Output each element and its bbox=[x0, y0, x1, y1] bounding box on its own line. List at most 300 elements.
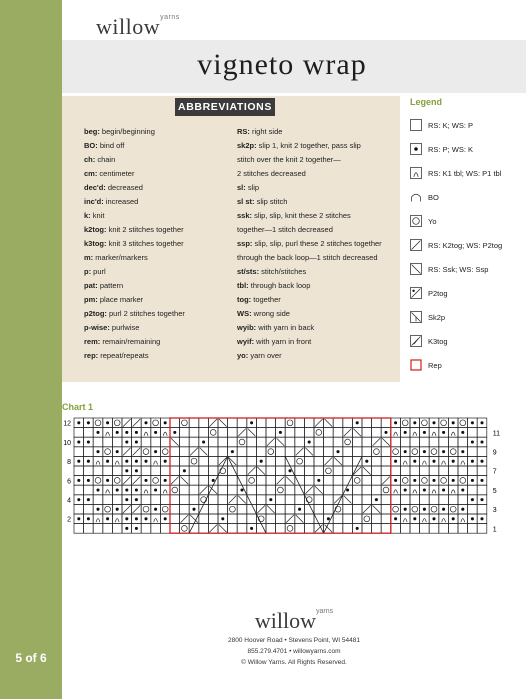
chart-cell bbox=[391, 466, 401, 476]
abbreviation-entry bbox=[84, 279, 234, 293]
chart-cell bbox=[199, 437, 209, 447]
legend-label: Rep bbox=[428, 360, 442, 370]
abbreviation-entry bbox=[237, 293, 397, 307]
abbreviation-entry bbox=[84, 265, 234, 279]
chart-cell bbox=[343, 495, 353, 505]
chart-cell bbox=[122, 466, 132, 476]
chart-cell bbox=[324, 495, 334, 505]
chart-cell bbox=[180, 437, 190, 447]
abbreviation-definition: bind off bbox=[97, 141, 125, 150]
chart-cell bbox=[448, 485, 458, 495]
chart-cell bbox=[324, 437, 334, 447]
chart-cell bbox=[151, 437, 161, 447]
legend-label: RS: K; WS: P bbox=[428, 120, 474, 130]
chart-cell bbox=[391, 524, 401, 534]
chart-cell bbox=[420, 437, 430, 447]
chart-cell bbox=[352, 466, 362, 476]
chart-cell bbox=[93, 437, 103, 447]
chart-cell bbox=[372, 418, 382, 428]
chart-cell bbox=[400, 428, 410, 438]
chart-cell bbox=[333, 524, 343, 534]
chart-cell bbox=[151, 456, 161, 466]
chart-cell bbox=[112, 476, 122, 486]
chart-cell bbox=[132, 485, 142, 495]
chart-cell bbox=[314, 447, 324, 457]
abbreviation-term: p2tog: bbox=[84, 309, 107, 318]
chart-cell bbox=[247, 437, 257, 447]
chart-cell bbox=[84, 524, 94, 534]
abbreviation-entry bbox=[84, 307, 234, 321]
chart-cell bbox=[189, 524, 199, 534]
chart-cell bbox=[439, 495, 449, 505]
chart-cell bbox=[74, 418, 84, 428]
chart-cell bbox=[189, 456, 199, 466]
chart-cell bbox=[112, 428, 122, 438]
chart-cell bbox=[391, 476, 401, 486]
chart-cell bbox=[74, 485, 84, 495]
legend-item bbox=[410, 209, 526, 233]
chart-cell bbox=[247, 495, 257, 505]
chart-cell bbox=[266, 485, 276, 495]
chart-cell bbox=[439, 476, 449, 486]
chart-cell bbox=[381, 495, 391, 505]
chart-cell bbox=[266, 418, 276, 428]
abbreviation-term: pat: bbox=[84, 281, 98, 290]
chart-cell bbox=[247, 456, 257, 466]
chart-cell bbox=[132, 437, 142, 447]
chart-cell bbox=[228, 476, 238, 486]
chart-cell bbox=[256, 456, 266, 466]
chart-cell bbox=[477, 504, 487, 514]
chart-cell bbox=[333, 418, 343, 428]
chart-cell bbox=[132, 418, 142, 428]
abbreviation-entry bbox=[84, 223, 234, 237]
chart-cell bbox=[141, 485, 151, 495]
chart-cell bbox=[208, 447, 218, 457]
chart-cell bbox=[343, 437, 353, 447]
chart-cell bbox=[93, 524, 103, 534]
abbreviation-definition: knit 3 stitches together bbox=[106, 239, 184, 248]
chart-cell bbox=[247, 524, 257, 534]
abbreviation-entry bbox=[237, 223, 397, 237]
chart-cell bbox=[160, 428, 170, 438]
chart-cell bbox=[410, 514, 420, 524]
abbreviation-entry bbox=[84, 195, 234, 209]
legend-label: Yo bbox=[428, 216, 437, 226]
chart-cell bbox=[93, 456, 103, 466]
chart-cell bbox=[391, 447, 401, 457]
footer bbox=[62, 608, 526, 667]
chart-cell bbox=[160, 437, 170, 447]
row-number-left: 12 bbox=[63, 420, 71, 428]
chart-cell bbox=[372, 485, 382, 495]
chart-cell bbox=[314, 485, 324, 495]
chart-cell bbox=[333, 437, 343, 447]
chart-cell bbox=[420, 514, 430, 524]
chart-cell bbox=[362, 418, 372, 428]
bo-symbol-icon bbox=[410, 191, 422, 203]
chart-cell bbox=[391, 485, 401, 495]
chart-cell bbox=[122, 485, 132, 495]
chart-cell bbox=[362, 476, 372, 486]
abbreviation-definition: with yarn in back bbox=[256, 323, 315, 332]
chart-cell bbox=[93, 495, 103, 505]
legend-item bbox=[410, 113, 526, 137]
chart-cell bbox=[285, 524, 295, 534]
abbreviation-definition: chain bbox=[95, 155, 116, 164]
chart-cell bbox=[391, 428, 401, 438]
abbreviation-entry bbox=[237, 209, 397, 223]
abbreviation-term: wyif: bbox=[237, 337, 255, 346]
chart-cell bbox=[199, 514, 209, 524]
chart-cell bbox=[84, 495, 94, 505]
abbreviation-definition: together bbox=[251, 295, 281, 304]
chart-cell bbox=[333, 495, 343, 505]
chart-cell bbox=[189, 428, 199, 438]
chart-cell bbox=[208, 485, 218, 495]
sk2p-symbol-icon bbox=[410, 311, 422, 323]
abbreviation-definition: slip, slip, purl these 2 stitches together bbox=[252, 239, 382, 248]
abbreviation-definition: increased bbox=[103, 197, 139, 206]
chart-cell bbox=[333, 504, 343, 514]
chart-cell bbox=[295, 447, 305, 457]
chart-cell bbox=[285, 456, 295, 466]
chart-cell bbox=[151, 524, 161, 534]
chart-cell bbox=[228, 437, 238, 447]
abbreviation-entry bbox=[84, 153, 234, 167]
chart-cell bbox=[439, 456, 449, 466]
chart-cell bbox=[141, 514, 151, 524]
chart-cell bbox=[228, 466, 238, 476]
chart-cell bbox=[448, 504, 458, 514]
chart-cell bbox=[170, 447, 180, 457]
chart-cell bbox=[439, 428, 449, 438]
chart-cell bbox=[420, 524, 430, 534]
chart-cell bbox=[410, 476, 420, 486]
chart-cell bbox=[295, 485, 305, 495]
chart-cell bbox=[314, 456, 324, 466]
chart-cell bbox=[420, 504, 430, 514]
chart-cell bbox=[266, 514, 276, 524]
chart-cell bbox=[180, 447, 190, 457]
chart-cell bbox=[103, 495, 113, 505]
chart-cell bbox=[237, 476, 247, 486]
chart-cell bbox=[362, 447, 372, 457]
row-number-right: 1 bbox=[492, 526, 497, 534]
chart-cell bbox=[468, 447, 478, 457]
chart-cell bbox=[228, 514, 238, 524]
abbreviation-definition: purlwise bbox=[109, 323, 140, 332]
chart-cell bbox=[429, 524, 439, 534]
chart-cell bbox=[74, 447, 84, 457]
chart-cell bbox=[372, 437, 382, 447]
abbreviation-entry bbox=[237, 195, 397, 209]
chart-cell bbox=[180, 504, 190, 514]
legend bbox=[410, 97, 526, 377]
chart-cell bbox=[199, 466, 209, 476]
chart-cell bbox=[477, 495, 487, 505]
chart-cell bbox=[381, 456, 391, 466]
chart-cell bbox=[84, 456, 94, 466]
chart-cell bbox=[84, 466, 94, 476]
chart-cell bbox=[304, 447, 314, 457]
footer-contact: 855.279.4701 • willowyarns.com bbox=[247, 648, 341, 655]
chart-cell bbox=[352, 437, 362, 447]
chart-cell bbox=[74, 476, 84, 486]
chart-cell bbox=[189, 504, 199, 514]
chart-cell bbox=[247, 466, 257, 476]
chart-cell bbox=[266, 466, 276, 476]
chart-cell bbox=[420, 495, 430, 505]
row-number-right: 9 bbox=[492, 449, 497, 457]
chart-cell bbox=[391, 418, 401, 428]
chart-cell bbox=[266, 524, 276, 534]
chart-cell bbox=[141, 456, 151, 466]
chart-cell bbox=[103, 485, 113, 495]
legend-item bbox=[410, 353, 526, 377]
chart-cell bbox=[199, 476, 209, 486]
abbreviation-term: p: bbox=[84, 267, 92, 276]
chart-cell bbox=[362, 485, 372, 495]
chart-cell bbox=[420, 428, 430, 438]
chart-cell bbox=[256, 437, 266, 447]
chart-cell bbox=[477, 447, 487, 457]
chart-cell bbox=[218, 466, 228, 476]
chart-cell bbox=[458, 418, 468, 428]
chart-cell bbox=[266, 456, 276, 466]
chart-cell bbox=[304, 504, 314, 514]
chart-cell bbox=[324, 476, 334, 486]
chart-cell bbox=[276, 466, 286, 476]
chart-cell bbox=[237, 418, 247, 428]
chart-cell bbox=[218, 495, 228, 505]
chart-cell bbox=[160, 495, 170, 505]
chart-cell bbox=[93, 485, 103, 495]
chart-cell bbox=[381, 514, 391, 524]
ssk-symbol-icon bbox=[410, 263, 422, 275]
abbreviations-column-2 bbox=[237, 125, 397, 363]
chart-cell bbox=[170, 495, 180, 505]
chart-cell bbox=[477, 514, 487, 524]
abbreviation-entry bbox=[237, 321, 397, 335]
legend-item bbox=[410, 329, 526, 353]
chart-cell bbox=[237, 456, 247, 466]
chart-cell bbox=[160, 476, 170, 486]
abbreviation-term: k3tog: bbox=[84, 239, 107, 248]
chart-cell bbox=[112, 466, 122, 476]
chart-cell bbox=[247, 504, 257, 514]
chart-cell bbox=[439, 437, 449, 447]
chart-cell bbox=[151, 476, 161, 486]
chart-cell bbox=[160, 514, 170, 524]
chart-cell bbox=[276, 514, 286, 524]
chart-cell bbox=[189, 447, 199, 457]
tbl-symbol-icon bbox=[410, 167, 422, 179]
chart-cell bbox=[160, 466, 170, 476]
chart-cell bbox=[314, 466, 324, 476]
abbreviation-entry bbox=[237, 251, 397, 265]
chart-cell bbox=[93, 466, 103, 476]
chart-cell bbox=[381, 476, 391, 486]
chart-cell bbox=[343, 456, 353, 466]
chart-cell bbox=[458, 514, 468, 524]
chart-cell bbox=[477, 456, 487, 466]
abbreviation-definition: knit bbox=[90, 211, 105, 220]
abbreviation-term: cm: bbox=[84, 169, 98, 178]
footer-copyright: © Willow Yarns. All Rights Reserved. bbox=[241, 659, 347, 666]
chart-cell bbox=[458, 495, 468, 505]
chart-cell bbox=[420, 418, 430, 428]
chart-cell bbox=[112, 495, 122, 505]
abbreviation-definition: slip bbox=[245, 183, 260, 192]
abbreviation-entry bbox=[237, 265, 397, 279]
legend-label: P2tog bbox=[428, 288, 448, 298]
chart-cell bbox=[381, 437, 391, 447]
chart-cell bbox=[132, 524, 142, 534]
chart-cell bbox=[304, 466, 314, 476]
abbreviation-term: m: bbox=[84, 253, 94, 262]
chart-cell bbox=[468, 428, 478, 438]
abbreviation-entry bbox=[237, 167, 397, 181]
chart-cell bbox=[352, 476, 362, 486]
chart-cell bbox=[112, 456, 122, 466]
abbreviation-term: wyib: bbox=[237, 323, 257, 332]
abbreviation-term: ch: bbox=[84, 155, 96, 164]
chart-cell bbox=[381, 418, 391, 428]
chart-cell bbox=[103, 504, 113, 514]
chart-cell bbox=[477, 524, 487, 534]
chart-cell bbox=[410, 456, 420, 466]
abbreviation-definition: purl bbox=[91, 267, 106, 276]
chart-cell bbox=[352, 514, 362, 524]
chart-cell bbox=[324, 485, 334, 495]
chart-cell bbox=[103, 447, 113, 457]
chart-cell bbox=[74, 495, 84, 505]
chart-cell bbox=[304, 485, 314, 495]
chart-cell bbox=[170, 514, 180, 524]
chart-cell bbox=[458, 524, 468, 534]
chart-cell bbox=[247, 418, 257, 428]
chart-cell bbox=[352, 485, 362, 495]
abbreviation-term: inc'd: bbox=[84, 197, 104, 206]
chart-cell bbox=[170, 437, 180, 447]
chart-cell bbox=[276, 456, 286, 466]
chart-cell bbox=[141, 428, 151, 438]
chart-cell bbox=[132, 514, 142, 524]
chart-cell bbox=[295, 504, 305, 514]
dot-symbol-icon bbox=[410, 143, 422, 155]
chart-cell bbox=[468, 485, 478, 495]
chart-cell bbox=[103, 456, 113, 466]
chart-cell bbox=[218, 476, 228, 486]
chart-cell bbox=[458, 437, 468, 447]
chart-cell bbox=[141, 466, 151, 476]
chart-cell bbox=[343, 504, 353, 514]
abbreviation-entry bbox=[84, 209, 234, 223]
chart-cell bbox=[333, 485, 343, 495]
chart-cell bbox=[199, 456, 209, 466]
chart-cell bbox=[132, 495, 142, 505]
chart-cell bbox=[122, 524, 132, 534]
chart-cell bbox=[285, 447, 295, 457]
chart-cell bbox=[468, 418, 478, 428]
legend-label: K3tog bbox=[428, 336, 448, 346]
chart-cell bbox=[362, 437, 372, 447]
chart-cell bbox=[458, 466, 468, 476]
chart-cell bbox=[372, 495, 382, 505]
chart-cell bbox=[122, 495, 132, 505]
chart-cell bbox=[314, 514, 324, 524]
chart-cell bbox=[103, 418, 113, 428]
chart-cell bbox=[151, 418, 161, 428]
chart-cell bbox=[237, 447, 247, 457]
abbreviation-entry bbox=[84, 125, 234, 139]
chart-cell bbox=[391, 495, 401, 505]
chart-cell bbox=[256, 466, 266, 476]
chart-cell bbox=[343, 485, 353, 495]
abbreviation-entry bbox=[237, 335, 397, 349]
chart-cell bbox=[314, 428, 324, 438]
chart-cell bbox=[314, 495, 324, 505]
abbreviation-entry bbox=[84, 321, 234, 335]
chart-cell bbox=[160, 456, 170, 466]
chart-cell bbox=[74, 504, 84, 514]
chart-cell bbox=[180, 418, 190, 428]
chart-cell bbox=[324, 418, 334, 428]
brand-logo: willow$^{yarns}$ bbox=[96, 14, 180, 39]
chart-cell bbox=[372, 504, 382, 514]
chart-cell bbox=[122, 456, 132, 466]
chart-cell bbox=[468, 504, 478, 514]
chart-cell bbox=[410, 428, 420, 438]
chart-cell bbox=[372, 447, 382, 457]
chart-cell bbox=[122, 504, 132, 514]
chart-cell bbox=[333, 428, 343, 438]
chart-cell bbox=[228, 456, 238, 466]
chart-cell bbox=[420, 476, 430, 486]
chart-cell bbox=[400, 504, 410, 514]
chart-cell bbox=[429, 504, 439, 514]
abbreviation-definition: slip 1, knit 2 together, pass slip bbox=[256, 141, 361, 150]
chart-cell bbox=[477, 437, 487, 447]
chart-cell bbox=[285, 485, 295, 495]
chart-cell bbox=[228, 504, 238, 514]
chart-cell bbox=[84, 428, 94, 438]
chart-cell bbox=[160, 524, 170, 534]
chart-cell bbox=[151, 447, 161, 457]
abbreviation-definition: centimeter bbox=[97, 169, 135, 178]
chart-cell bbox=[266, 495, 276, 505]
chart-cell bbox=[304, 456, 314, 466]
chart-cell bbox=[439, 466, 449, 476]
abbreviation-entry bbox=[237, 307, 397, 321]
chart-cell bbox=[381, 447, 391, 457]
chart-cell bbox=[314, 418, 324, 428]
chart-cell bbox=[74, 466, 84, 476]
p2tog-symbol-icon bbox=[410, 287, 422, 299]
chart-cell bbox=[237, 437, 247, 447]
sidebar-band bbox=[0, 0, 62, 699]
chart-cell bbox=[429, 447, 439, 457]
chart-cell bbox=[352, 456, 362, 466]
chart-cell bbox=[372, 466, 382, 476]
chart-cell bbox=[189, 437, 199, 447]
abbreviation-entry bbox=[237, 139, 397, 153]
chart-cell bbox=[122, 437, 132, 447]
legend-label: RS: K1 tbl; WS: P1 tbl bbox=[428, 168, 502, 178]
chart-cell bbox=[199, 504, 209, 514]
chart-cell bbox=[247, 447, 257, 457]
